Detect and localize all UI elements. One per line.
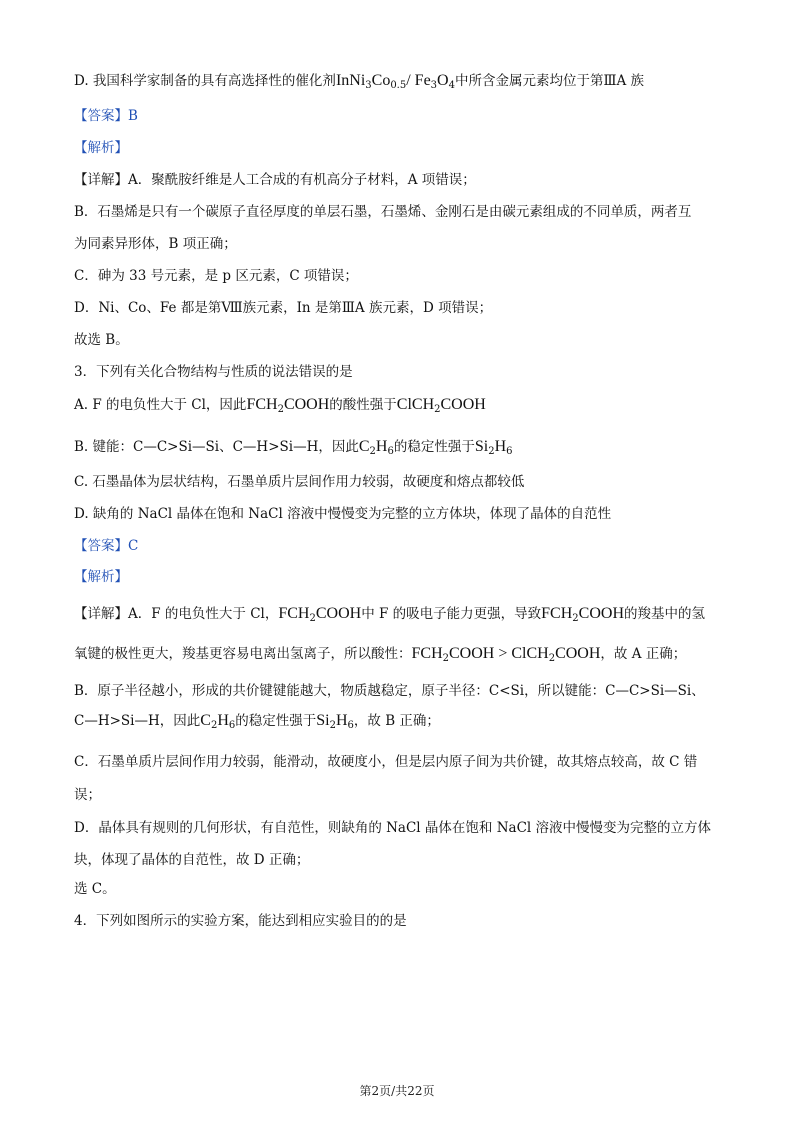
text: 的酸性强于: [329, 397, 397, 413]
detail-line: 块，体现了晶体的自范性，故 D 正确；: [74, 852, 310, 868]
text: 氧键的极性更大，羧基更容易电离出氢离子，所以酸性：: [74, 646, 412, 662]
detail-label: 【详解】: [74, 172, 128, 188]
subscript: 6: [506, 446, 513, 457]
formula: InNi: [335, 72, 366, 89]
formula: Si: [474, 438, 489, 455]
text: 中 F 的吸电子能力更强，导致: [361, 606, 542, 622]
analysis-label: 【解析】: [74, 140, 128, 156]
text: C—H>Si—H，因此: [74, 713, 201, 729]
detail-line: [74, 170, 476, 190]
detail-line: 故选 B。: [74, 332, 129, 348]
text: 中所含金属元素均位于第ⅢA 族: [454, 73, 645, 89]
detail-line: B．石墨烯是只有一个碳原子直径厚度的单层石墨，石墨烯、金刚石是由碳元素组成的不同单质，两者互: [74, 204, 692, 220]
formula: C: [358, 438, 370, 455]
subscript: 3: [365, 80, 372, 91]
formula: FCH: [278, 605, 310, 622]
text: ，故 A 正确；: [600, 646, 687, 662]
text: B. 键能：C—C>Si—Si、C—H>Si—H，因此: [74, 439, 359, 455]
detail-line: B．原子半径越小，形成的共价键键能越大，物质越稳定，原子半径：C<Si，所以键能：C—C>Si—Si、: [74, 683, 705, 699]
subscript: 2: [442, 653, 449, 664]
formula: COOH > ClCH: [449, 645, 549, 662]
subscript: 3: [430, 80, 438, 91]
option-c: C. 石墨晶体为层状结构，石墨单质片层间作用力较弱，故硬度和熔点都较低: [74, 474, 525, 490]
formula: O: [437, 72, 449, 89]
detail-line: [74, 644, 686, 669]
formula: H: [217, 712, 229, 729]
formula: COOH: [315, 605, 362, 622]
option-d: D. 缺角的 NaCl 晶体在饱和 NaCl 溶液中慢慢变为完整的立方体块，体现了晶体的自范性: [74, 506, 612, 522]
formula: H: [375, 438, 388, 455]
formula: / Fe: [406, 72, 431, 89]
detail-line: [74, 604, 705, 629]
subscript: 2: [488, 446, 495, 457]
question-4: 4．下列如图所示的实验方案，能达到相应实验目的的是: [74, 913, 407, 929]
page-footer: 第2页/共22页: [359, 1084, 435, 1098]
subscript: 2: [309, 613, 316, 624]
option-d-line: [74, 71, 644, 96]
subscript: 6: [228, 720, 236, 731]
detail-line: C．砷为 33 号元素，是 p 区元素，C 项错误；: [74, 268, 358, 284]
subscript: 6: [387, 446, 394, 457]
detail-line: [74, 711, 440, 736]
analysis-label: 【解析】: [74, 569, 128, 585]
formula: ClCH: [396, 396, 435, 413]
formula: FCH: [541, 605, 573, 622]
text: 的羧基中的氢: [624, 606, 705, 622]
formula: FCH: [246, 396, 278, 413]
subscript: 0.5: [390, 80, 407, 91]
option-a: [74, 395, 486, 420]
subscript: 4: [448, 80, 455, 91]
formula: H: [494, 438, 507, 455]
subscript: 2: [329, 720, 336, 731]
formula: COOH: [555, 645, 601, 662]
text: 的稳定性强于: [393, 439, 475, 455]
text: D. 我国科学家制备的具有高选择性的催化剂: [74, 73, 336, 89]
detail-line: 为同素异形体，B 项正确；: [74, 236, 237, 252]
formula: COOH: [578, 605, 624, 622]
formula: Si: [316, 712, 330, 729]
question-3: 3．下列有关化合物结构与性质的说法错误的是: [74, 364, 353, 380]
subscript: 2: [548, 653, 556, 664]
formula: H: [335, 712, 348, 729]
detail-line: C．石墨单质片层间作用力较弱，能滑动，故硬度小，但是层内原子间为共价键，故其熔点较高，故 C 错: [74, 754, 698, 770]
answer-label: 【答案】B: [74, 108, 138, 124]
text: A．F 的电负性大于 Cl，: [128, 606, 279, 622]
answer-label: 【答案】C: [74, 538, 139, 554]
subscript: 2: [434, 404, 441, 415]
subscript: 2: [369, 446, 376, 457]
text: A. F 的电负性大于 Cl，因此: [74, 397, 247, 413]
formula: Co: [371, 72, 391, 89]
formula: COOH: [440, 396, 486, 413]
detail-line: 误；: [74, 787, 101, 803]
text: ，故 B 正确；: [353, 713, 440, 729]
formula: FCH: [411, 645, 443, 662]
formula: C: [200, 712, 211, 729]
formula: COOH: [283, 396, 330, 413]
detail-line: D．晶体具有规则的几何形状，有自范性，则缺角的 NaCl 晶体在饱和 NaCl 溶液中慢慢变为完整的立方体: [74, 820, 712, 836]
subscript: 6: [347, 720, 354, 731]
text: 的稳定性强于: [235, 713, 317, 729]
option-b: [74, 437, 513, 462]
detail-line: 选 C。: [74, 881, 116, 897]
text: A．聚酰胺纤维是人工合成的有机高分子材料，A 项错误；: [128, 172, 476, 188]
detail-line: D．Ni、Co、Fe 都是第Ⅷ族元素，In 是第ⅢA 族元素，D 项错误；: [74, 300, 493, 316]
subscript: 2: [277, 404, 284, 415]
subscript: 2: [572, 613, 579, 624]
subscript: 2: [210, 720, 218, 731]
detail-label: 【详解】: [74, 606, 128, 622]
